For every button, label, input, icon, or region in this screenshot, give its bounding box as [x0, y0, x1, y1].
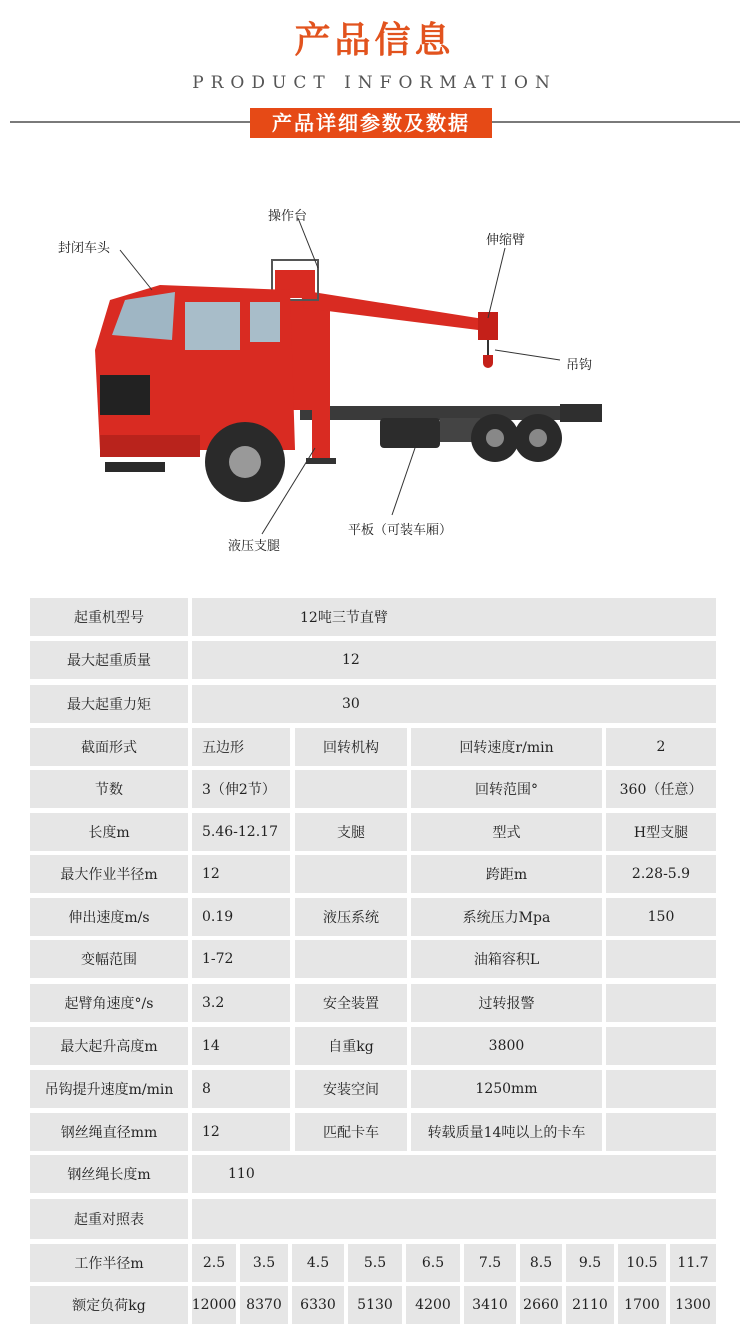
page-title: 产品信息	[294, 19, 455, 61]
load-radius-cell: 11.7	[670, 1244, 716, 1282]
load-rated-cell: 12000	[192, 1286, 236, 1324]
spec-cell: 12	[192, 1113, 290, 1151]
label-cab: 封闭车头	[58, 241, 111, 256]
spec-cell	[606, 1027, 716, 1065]
page-subtitle: PRODUCT INFORMATION	[192, 73, 557, 93]
load-rated-cell: 2660	[520, 1286, 562, 1324]
spec-cell: 型式	[411, 813, 602, 851]
chassis-rear	[560, 404, 602, 422]
outrigger-leg	[312, 395, 330, 463]
cab-side-window	[185, 302, 240, 350]
load-radius-cell: 3.5	[240, 1244, 288, 1282]
spec-cell: 安全装置	[295, 984, 407, 1022]
label-outrigger: 液压支腿	[228, 539, 281, 554]
load-radius-label: 工作半径m	[30, 1244, 188, 1282]
spec-cell: 过转报警	[411, 984, 602, 1022]
spec-cell: 3（伸2节）	[192, 770, 290, 808]
spec-label: 起臂角速度°/s	[30, 984, 188, 1022]
spec-label: 最大起重力矩	[30, 685, 188, 723]
spec-cell	[295, 770, 407, 808]
spec-cell: 回转范围°	[411, 770, 602, 808]
cab-bumper	[100, 435, 200, 457]
spec-label: 起重对照表	[30, 1199, 188, 1239]
spec-cell: 安装空间	[295, 1070, 407, 1108]
truck-diagram	[0, 150, 749, 580]
spec-cell	[606, 1070, 716, 1108]
fuel-tank	[380, 418, 440, 448]
label-boom: 伸缩臂	[486, 233, 526, 248]
section-ribbon: 产品详细参数及数据	[250, 108, 492, 138]
spec-label: 变幅范围	[30, 940, 188, 978]
spec-cell: 360（任意）	[606, 770, 716, 808]
spec-label: 截面形式	[30, 728, 188, 766]
spec-label: 最大起重质量	[30, 641, 188, 679]
load-rated-cell: 1300	[670, 1286, 716, 1324]
spec-label: 节数	[30, 770, 188, 808]
front-step	[105, 462, 165, 472]
load-radius-cell: 5.5	[348, 1244, 402, 1282]
spec-cell: 3800	[411, 1027, 602, 1065]
spec-cell	[295, 855, 407, 893]
spec-label: 钢丝绳直径mm	[30, 1113, 188, 1151]
label-platform: 操作台	[268, 209, 308, 224]
load-rated-cell: 2110	[566, 1286, 614, 1324]
spec-label: 最大起升高度m	[30, 1027, 188, 1065]
load-radius-cell: 7.5	[464, 1244, 516, 1282]
spec-cell	[606, 940, 716, 978]
spec-cell: 12	[192, 855, 290, 893]
spec-cell: 5.46-12.17	[192, 813, 290, 851]
spec-value: 30	[192, 685, 716, 723]
spec-cell: 五边形	[192, 728, 290, 766]
spec-value	[192, 1199, 716, 1239]
load-radius-cell: 9.5	[566, 1244, 614, 1282]
label-hook: 吊钩	[566, 358, 593, 373]
crane-column	[290, 300, 330, 410]
spec-label: 伸出速度m/s	[30, 898, 188, 936]
load-rated-cell: 8370	[240, 1286, 288, 1324]
spec-cell: 系统压力Mpa	[411, 898, 602, 936]
spec-label: 起重机型号	[30, 598, 188, 636]
spec-cell: 转载质量14吨以上的卡车	[411, 1113, 602, 1151]
load-radius-cell: 6.5	[406, 1244, 460, 1282]
load-radius-cell: 10.5	[618, 1244, 666, 1282]
spec-cell: 2	[606, 728, 716, 766]
spec-cell: 0.19	[192, 898, 290, 936]
spec-cell	[606, 1113, 716, 1151]
spec-label: 钢丝绳长度m	[30, 1155, 188, 1193]
spec-cell: 3.2	[192, 984, 290, 1022]
spec-cell: H型支腿	[606, 813, 716, 851]
load-rated-cell: 5130	[348, 1286, 402, 1324]
spec-value: 110	[192, 1155, 716, 1193]
spec-cell: 1-72	[192, 940, 290, 978]
load-radius-cell: 4.5	[292, 1244, 344, 1282]
spec-cell: 自重kg	[295, 1027, 407, 1065]
spec-cell: 150	[606, 898, 716, 936]
load-rated-label: 额定负荷kg	[30, 1286, 188, 1324]
spec-cell: 14	[192, 1027, 290, 1065]
chassis-frame	[300, 406, 600, 420]
spec-cell: 跨距m	[411, 855, 602, 893]
hook	[483, 355, 493, 368]
load-radius-cell: 8.5	[520, 1244, 562, 1282]
spec-cell: 2.28-5.9	[606, 855, 716, 893]
spec-cell: 8	[192, 1070, 290, 1108]
spec-value: 12吨三节直臂	[192, 598, 716, 636]
truck-illustration	[0, 150, 749, 580]
cab-door-window	[250, 302, 280, 342]
load-rated-cell: 6330	[292, 1286, 344, 1324]
spec-cell: 匹配卡车	[295, 1113, 407, 1151]
spec-cell: 支腿	[295, 813, 407, 851]
load-radius-cell: 2.5	[192, 1244, 236, 1282]
spec-cell: 液压系统	[295, 898, 407, 936]
load-rated-cell: 4200	[406, 1286, 460, 1324]
spec-label: 吊钩提升速度m/min	[30, 1070, 188, 1108]
spec-cell: 回转机构	[295, 728, 407, 766]
load-rated-cell: 1700	[618, 1286, 666, 1324]
spec-cell: 回转速度r/min	[411, 728, 602, 766]
label-flatbed: 平板（可装车厢）	[348, 523, 453, 538]
spec-cell: 油箱容积L	[411, 940, 602, 978]
spec-label: 长度m	[30, 813, 188, 851]
spec-cell: 1250mm	[411, 1070, 602, 1108]
spec-cell	[295, 940, 407, 978]
load-rated-cell: 3410	[464, 1286, 516, 1324]
spec-cell	[606, 984, 716, 1022]
spec-value: 12	[192, 641, 716, 679]
spec-label: 最大作业半径m	[30, 855, 188, 893]
front-grille	[100, 375, 150, 415]
